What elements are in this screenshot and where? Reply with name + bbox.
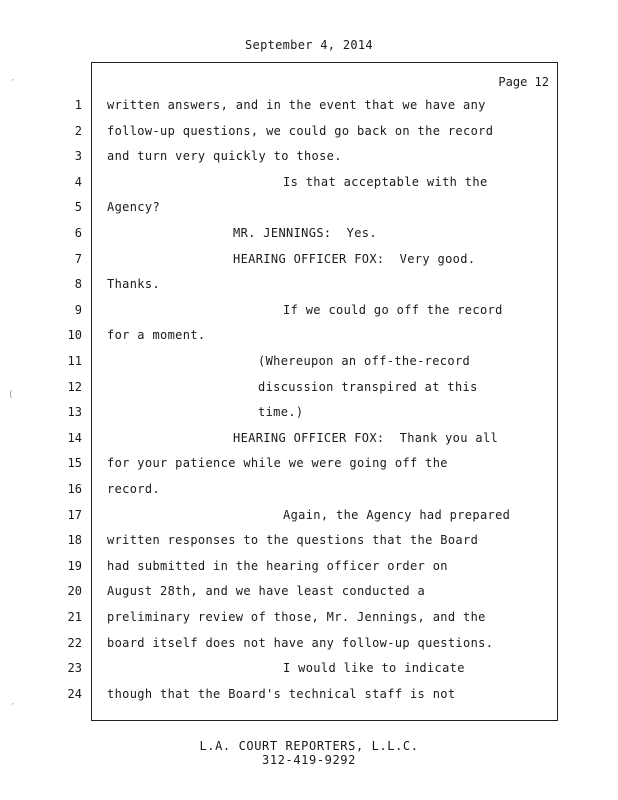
transcript-line: MR. JENNINGS: Yes. bbox=[233, 226, 377, 240]
line-number: 22 bbox=[67, 635, 82, 650]
page-number: Page 12 bbox=[498, 75, 549, 89]
transcript-line: and turn very quickly to those. bbox=[107, 149, 342, 164]
line-number: 5 bbox=[74, 200, 82, 215]
line-number: 17 bbox=[67, 507, 82, 522]
line-number: 6 bbox=[74, 226, 82, 240]
line-number: 4 bbox=[74, 174, 82, 189]
transcript-line: though that the Board's technical staff is not bbox=[107, 686, 456, 701]
line-number: 12 bbox=[67, 379, 82, 394]
line-number: 1 bbox=[74, 98, 82, 112]
line-number: 7 bbox=[74, 251, 82, 266]
transcript-line: HEARING OFFICER FOX: Very good. bbox=[233, 251, 476, 266]
transcript-line: time.) bbox=[258, 405, 304, 420]
line-number: 8 bbox=[74, 277, 82, 292]
transcript-line: Is that acceptable with the bbox=[283, 174, 488, 189]
line-number: 19 bbox=[67, 558, 82, 573]
transcript-line: board itself does not have any follow-up questions. bbox=[107, 635, 494, 650]
transcript-line: HEARING OFFICER FOX: Thank you all bbox=[233, 430, 499, 445]
transcript-line: (Whereupon an off-the-record bbox=[258, 354, 471, 368]
transcript-line: discussion transpired at this bbox=[258, 379, 478, 394]
transcript-line: August 28th, and we have least conducted a bbox=[107, 584, 426, 599]
line-number: 10 bbox=[67, 328, 82, 343]
line-number: 3 bbox=[74, 149, 82, 164]
header-date: September 4, 2014 bbox=[245, 38, 373, 52]
scan-speck: · bbox=[10, 76, 16, 86]
scan-speck: · bbox=[10, 700, 16, 710]
transcript-line: had submitted in the hearing officer order on bbox=[107, 558, 448, 573]
line-number: 18 bbox=[67, 533, 82, 548]
transcript-line: Agency? bbox=[107, 200, 161, 215]
transcript-line: for a moment. bbox=[107, 328, 206, 343]
footer-company: L.A. COURT REPORTERS, L.L.C. bbox=[199, 739, 419, 753]
transcript-line: Thanks. bbox=[107, 277, 161, 292]
transcript-line: for your patience while we were going off the bbox=[107, 456, 448, 471]
transcript-line: I would like to indicate bbox=[283, 661, 465, 676]
line-number: 15 bbox=[67, 456, 82, 471]
line-number: 13 bbox=[67, 405, 82, 420]
line-number: 9 bbox=[74, 302, 82, 317]
transcript-line: written answers, and in the event that we have any bbox=[107, 98, 486, 112]
transcript-line: Again, the Agency had prepared bbox=[283, 507, 511, 522]
transcript-line: record. bbox=[107, 482, 161, 496]
transcript-line: preliminary review of those, Mr. Jennings, and the bbox=[107, 610, 486, 624]
line-number: 23 bbox=[67, 661, 82, 676]
transcript-line: written responses to the questions that the Board bbox=[107, 533, 479, 548]
line-number: 14 bbox=[67, 430, 82, 445]
footer-phone: 312-419-9292 bbox=[262, 753, 356, 767]
line-number: 16 bbox=[67, 482, 82, 496]
transcript-line: follow-up questions, we could go back on the record bbox=[107, 123, 494, 138]
line-number: 24 bbox=[67, 686, 82, 701]
line-number: 21 bbox=[67, 610, 82, 624]
transcript-line: If we could go off the record bbox=[283, 302, 503, 317]
line-number: 11 bbox=[67, 354, 82, 368]
line-number: 2 bbox=[74, 123, 82, 138]
line-number: 20 bbox=[67, 584, 82, 599]
scan-speck: ( bbox=[8, 390, 14, 400]
